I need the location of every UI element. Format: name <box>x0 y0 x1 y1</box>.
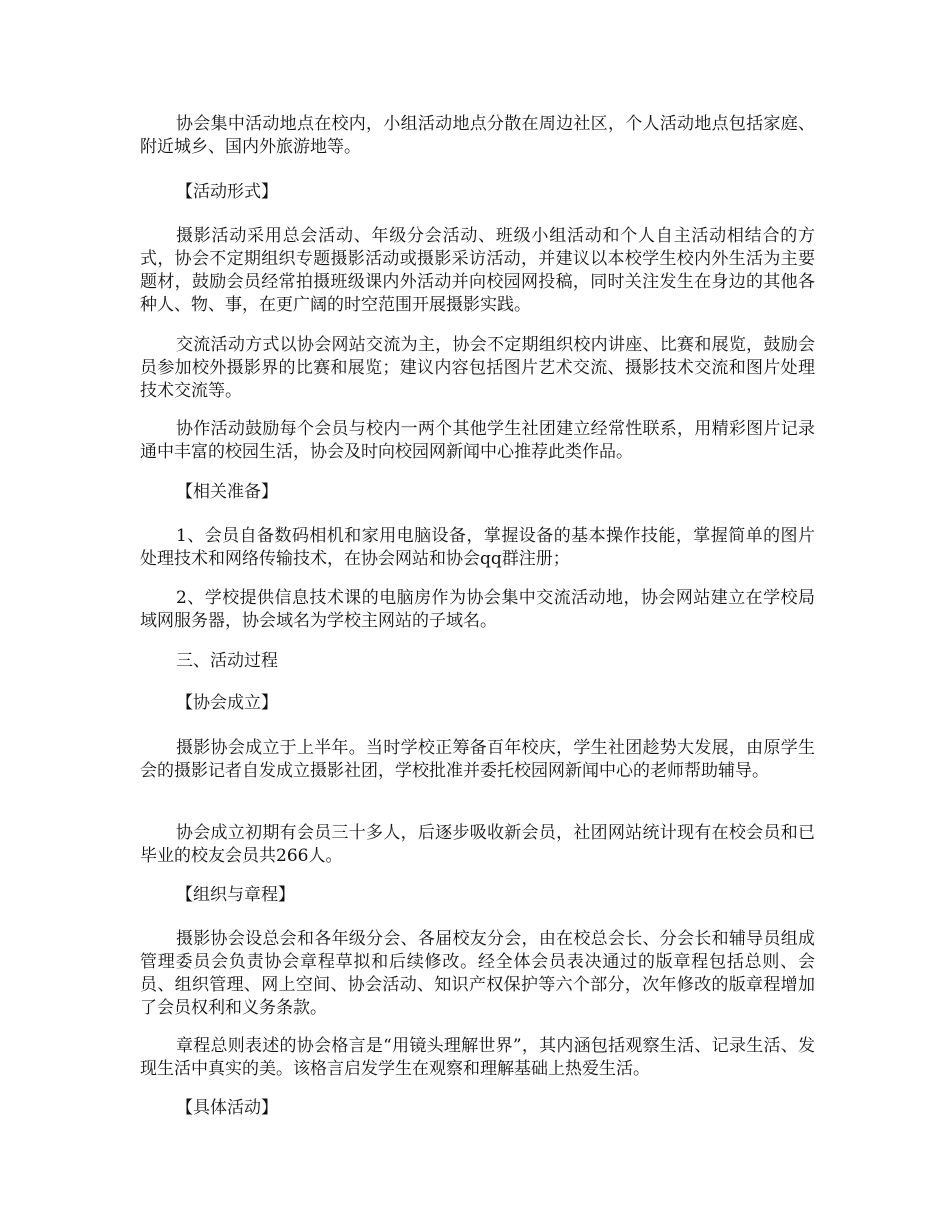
paragraph-preparation-2: 2、学校提供信息技术课的电脑房作为协会集中交流活动地，协会网站建立在学校局域网服务器，协会域名为学校主网站的子域名。 <box>140 588 815 631</box>
heading-preparation: 【相关准备】 <box>176 482 278 502</box>
paragraph-form-photography: 摄影活动采用总会活动、年级分会活动、班级小组活动和个人自主活动相结合的方式，协会不定期组织专题摄影活动或摄影采访活动，并建议以本校学生校内外生活为主要题材，鼓励会员经常拍摄班级课内外活动并向校园网投稿，同时关注发生在身边的其他各种人、物、事，在更广阔的时空范围开展摄影实践。 <box>140 226 815 315</box>
paragraph-organization-1: 摄影协会设总会和各年级分会、各届校友分会，由在校总会长、分会长和辅导员组成管理委员会负责协会章程草拟和后续修改。经全体会员表决通过的版章程包括总则、会员、组织管理、网上空间、协会活动、知识产权保护等六个部分，次年修改的版章程增加了会员权利和义务条款。 <box>140 929 815 1018</box>
paragraph-form-exchange: 交流活动方式以协会网站交流为主，协会不定期组织校内讲座、比赛和展览，鼓励会员参加校外摄影界的比赛和展览；建议内容包括图片艺术交流、摄影技术交流和图片处理技术交流等。 <box>140 335 815 401</box>
heading-specific-activities: 【具体活动】 <box>176 1098 278 1118</box>
paragraph-founding-1: 摄影协会成立于上半年。当时学校正筹备百年校庆，学生社团趁势大发展，由原学生会的摄影记者自发成立摄影社团，学校批准并委托校园网新闻中心的老师帮助辅导。 <box>140 738 815 781</box>
paragraph-preparation-1: 1、会员自备数码相机和家用电脑设备，掌握设备的基本操作技能，掌握简单的图片处理技术和网络传输技术，在协会网站和协会qq群注册； <box>140 526 815 569</box>
paragraph-form-cooperation: 协作活动鼓励每个会员与校内一两个其他学生社团建立经常性联系，用精彩图片记录通中丰富的校园生活，协会及时向校园网新闻中心推荐此类作品。 <box>140 419 815 462</box>
heading-activity-form: 【活动形式】 <box>176 182 278 202</box>
heading-founding: 【协会成立】 <box>176 693 278 713</box>
paragraph-activity-location: 协会集中活动地点在校内，小组活动地点分散在周边社区，个人活动地点包括家庭、附近城乡、国内外旅游地等。 <box>140 114 815 157</box>
paragraph-organization-2: 章程总则表述的协会格言是“用镜头理解世界”，其内涵包括观察生活、记录生活、发现生活中真实的美。该格言启发学生在观察和理解基础上热爱生活。 <box>140 1036 815 1079</box>
heading-activity-process: 三、活动过程 <box>176 651 278 671</box>
paragraph-founding-2: 协会成立初期有会员三十多人，后逐步吸收新会员，社团网站统计现有在校会员和已毕业的校友会员共266人。 <box>140 823 815 866</box>
heading-organization: 【组织与章程】 <box>176 885 295 905</box>
